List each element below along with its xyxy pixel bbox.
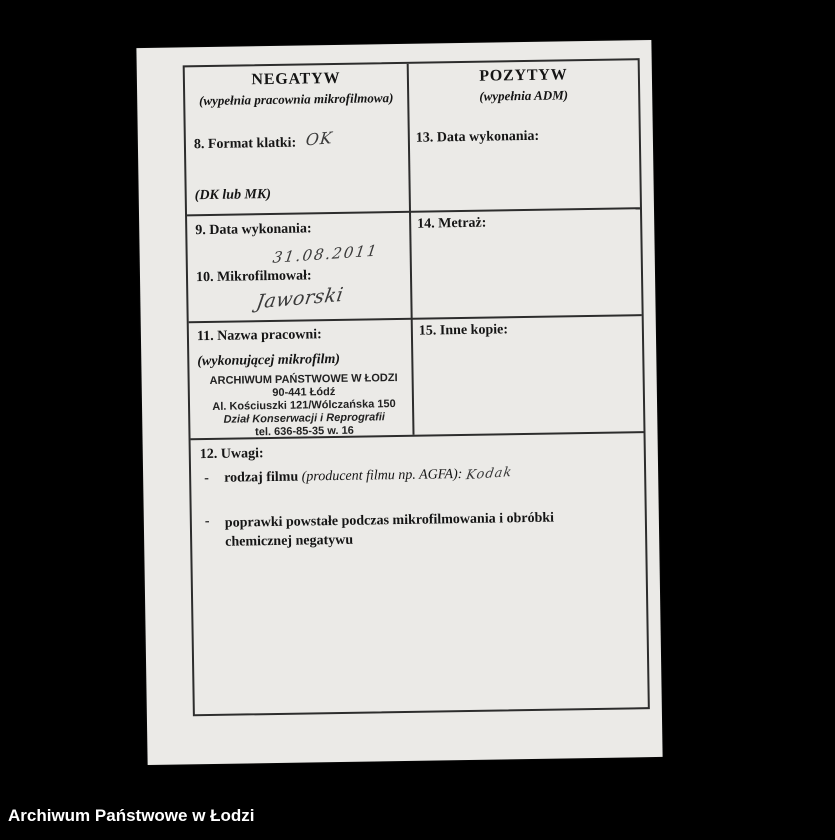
stamp-line-street: Al. Kościuszki 121/Wólczańska 150: [212, 398, 396, 413]
archive-name-caption: Archiwum Państwowe w Łodzi: [8, 806, 255, 825]
field-13-data-wykonania-label: 13. Data wykonania:: [415, 128, 540, 146]
negatyw-header-title: NEGATYW: [251, 69, 341, 89]
field-15-inne-kopie-label: 15. Inne kopie:: [418, 322, 509, 339]
negatyw-header-subtitle: (wypełnia pracownia mikrofilmowa): [198, 90, 394, 109]
stamp-line-phone: tel. 636-85-35 w. 16: [255, 424, 354, 439]
field-12-uwagi-label: 12. Uwagi:: [199, 446, 264, 463]
archive-address-stamp: [198, 372, 411, 440]
rodzaj-filmu-label: rodzaj filmu: [224, 469, 299, 486]
field-8-format-klatki-label: 8. Format klatki:: [193, 135, 297, 153]
field-9-handwritten-date: 31.08.2011: [271, 241, 380, 267]
field-10-mikrofilmowal-label: 10. Mikrofilmował:: [195, 268, 312, 286]
field-10-signature-handwriting: Jaworski: [254, 283, 346, 314]
producent-filmu-note: (producent filmu np. AGFA):: [301, 467, 463, 485]
pozytyw-header-title: POZYTYW: [479, 66, 568, 85]
paper-scan: [136, 40, 662, 765]
stamp-line-archive-name: ARCHIWUM PAŃSTWOWE W ŁODZI: [209, 372, 398, 387]
microfilm-form-table: [183, 58, 650, 716]
field-8-dk-mk-note: (DK lub MK): [194, 186, 272, 204]
film-brand-handwriting: Kodak: [464, 464, 514, 484]
pozytyw-header-subtitle: (wypełnia ADM): [479, 87, 569, 104]
row-divider-1: [187, 207, 640, 216]
bullet-dash: -: [204, 513, 210, 530]
stamp-line-department: Dział Konserwacji i Reprografii: [223, 411, 386, 426]
field-14-metraz-label: 14. Metraż:: [417, 215, 487, 232]
field-9-data-wykonania-label: 9. Data wykonania:: [195, 221, 312, 239]
bullet-dash: -: [204, 471, 209, 487]
row-divider-2: [189, 314, 642, 323]
poprawki-text: poprawki powstałe podczas mikrofilmowania i obróbki chemicznej negatywu: [224, 510, 555, 550]
stamp-line-postal-code: 90-441 Łódź: [272, 386, 336, 399]
field-8-handwritten-value: OK: [305, 127, 334, 150]
field-11-nazwa-pracowni-label: 11. Nazwa pracowni:: [196, 327, 322, 345]
field-11-note: (wykonującej mikrofilm): [197, 351, 341, 370]
